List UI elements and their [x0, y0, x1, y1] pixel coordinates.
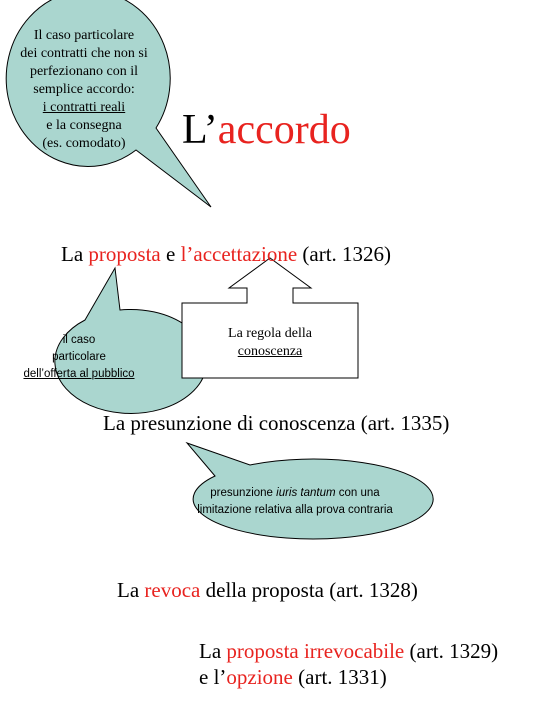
text-run: La [117, 578, 145, 602]
bubble-top-line-underlined: i contratti reali [42, 100, 126, 115]
text-run-accent: opzione [226, 665, 293, 689]
bubble-offerta-line: il caso [62, 334, 96, 346]
heading-presunzione: La presunzione di conoscenza (art. 1335) [103, 411, 450, 435]
text-run: (art. 1326) [297, 242, 392, 266]
text-run: presunzione [210, 487, 277, 499]
text-run: e l’ [199, 665, 227, 689]
bubble-top-text [4, 27, 164, 153]
text-run-accent: proposta irrevocabile [226, 639, 405, 663]
bubble-presunzione-text [170, 485, 420, 519]
text-run: (art. 1329) [404, 639, 499, 663]
bubble-presunzione-line: limitazione relativa alla prova contraria [197, 504, 393, 516]
heading-revoca [117, 577, 418, 603]
bubble-top-line: perfezionano con il [29, 64, 139, 79]
text-run-accent: revoca [144, 578, 201, 602]
heading-line [199, 664, 498, 690]
text-run: (art. 1331) [292, 665, 387, 689]
text-run: con una [335, 487, 380, 499]
arrow-box-line: La regola della [228, 326, 312, 341]
title-accent: accordo [217, 107, 351, 153]
bubble-offerta-line: particolare [52, 351, 106, 363]
bubble-offerta-line: dell’offerta al pubblico [23, 368, 135, 380]
text-run-italic: iuris tantum [276, 487, 336, 499]
bubble-presunzione-line [170, 485, 420, 502]
page-title [182, 106, 351, 154]
text-run-accent: proposta [88, 242, 161, 266]
arrow-box-line-underlined: conoscenza [237, 344, 303, 359]
heading-proposta-irrevocabile [199, 638, 498, 690]
text-run: La [199, 639, 227, 663]
text-run: e [160, 242, 181, 266]
text-run-accent: l’accettazione [180, 242, 298, 266]
bubble-top-line: Il caso particolare [33, 28, 135, 43]
bubble-top-line: semplice accordo: [33, 82, 135, 97]
heading-line [199, 638, 498, 664]
arrow-box-text [182, 325, 358, 361]
bubble-offerta-text [4, 332, 154, 383]
bubble-top-line: (es. comodato) [42, 136, 126, 151]
bubble-top-line: e la consegna [46, 118, 122, 133]
heading-proposta-accettazione [61, 241, 391, 267]
text-run: della proposta (art. 1328) [200, 578, 418, 602]
title-prefix: L’ [182, 107, 218, 153]
text-run: La [61, 242, 89, 266]
bubble-top-line: dei contratti che non si [20, 46, 148, 61]
